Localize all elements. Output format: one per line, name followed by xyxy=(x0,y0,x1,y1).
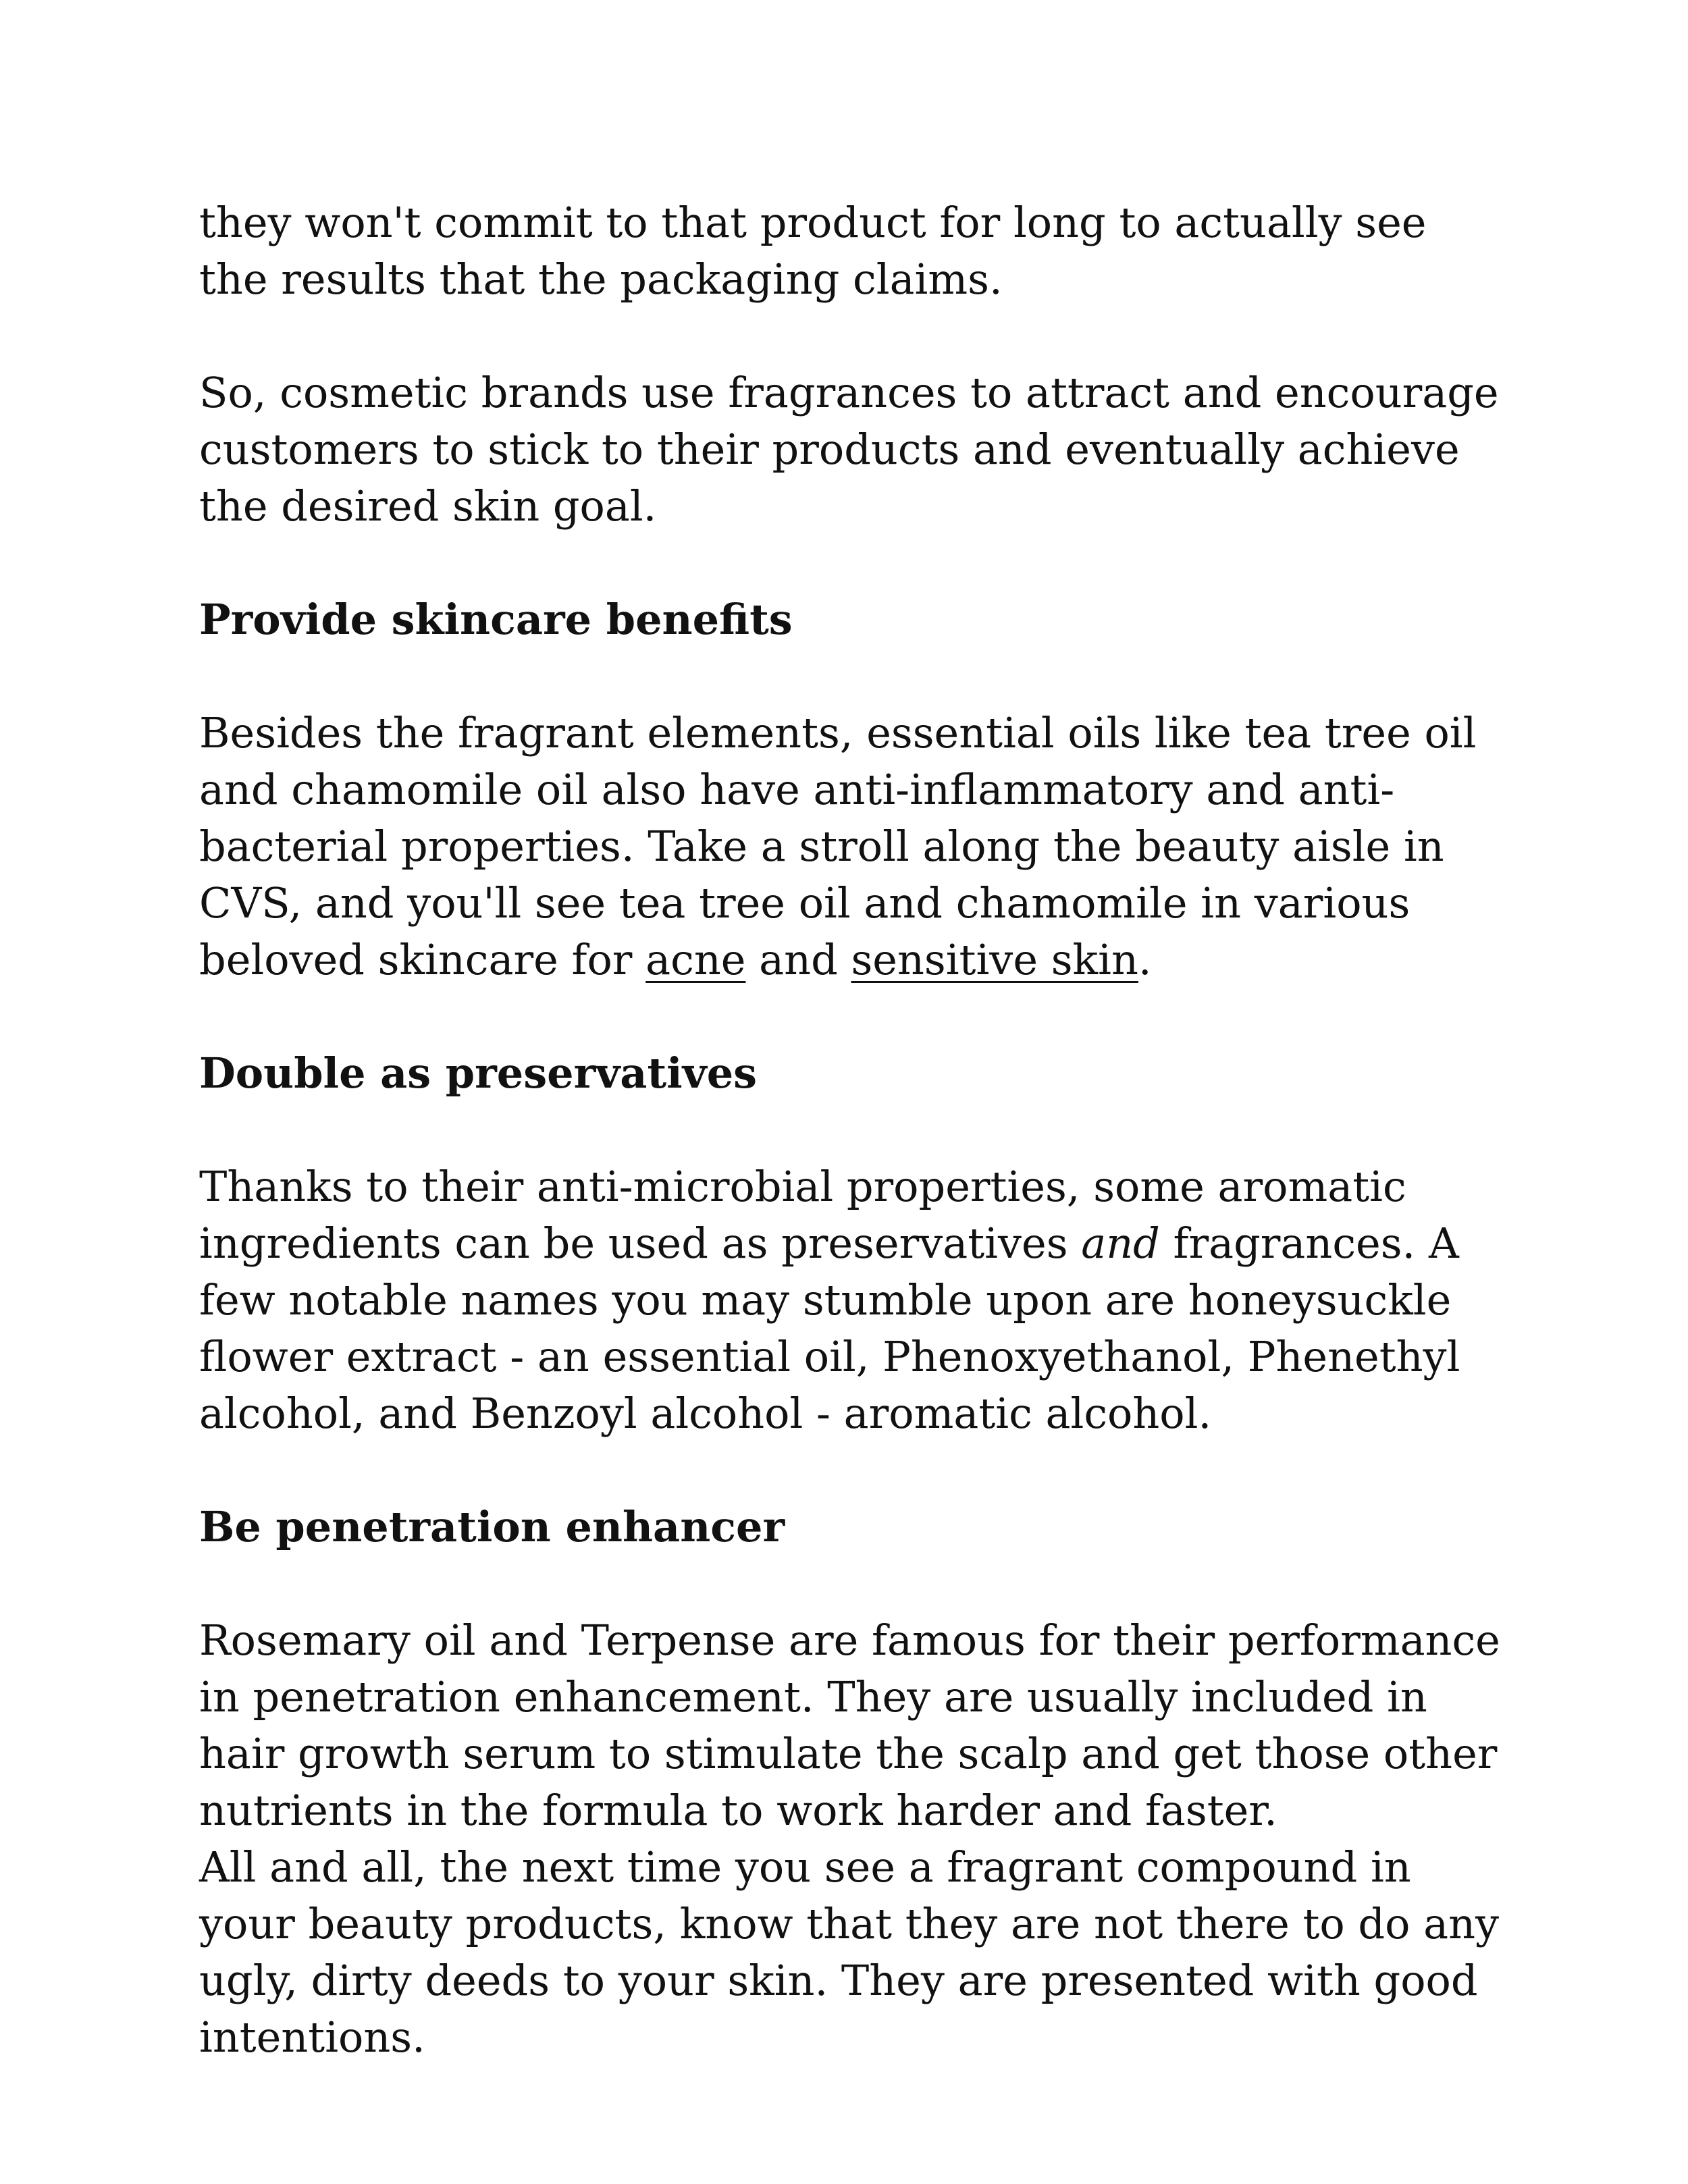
article-body xyxy=(199,194,1502,2066)
paragraph-essential-oils xyxy=(199,705,1502,988)
sensitive-skin-link[interactable]: sensitive skin xyxy=(851,935,1138,984)
paragraph-conclusion: All and all, the next time you see a fragrant compound in your beauty products, know that they are not there to do any ugly, dirty deeds to your skin. They are presented with good intentions. xyxy=(199,1842,1500,2062)
paragraph-preservatives xyxy=(199,1158,1502,1442)
heading-penetration-enhancer: Be penetration enhancer xyxy=(199,1502,785,1551)
preservatives-emphasis: and xyxy=(1081,1219,1160,1268)
essential-oils-period: . xyxy=(1138,935,1152,984)
paragraph-results-claims: they won't commit to that product for long to actually see the results that the packaging claims. xyxy=(199,198,1427,304)
paragraph-penetration: Rosemary oil and Terpense are famous for their performance in penetration enhancement. They are usually included in hair growth serum to stimulate the scalp and get those other nutrients in the formula to work harder and faster. xyxy=(199,1616,1500,1835)
preservatives-text-rest: fragrances. A few notable names you may stumble upon are honeysuckle flower extract - an essential oil, Phenoxyethanol, Phenethyl alcohol, and Benzoyl alcohol - aromatic alcohol. xyxy=(199,1219,1460,1438)
essential-oils-conjunction: and xyxy=(745,935,851,984)
paragraph-fragrance-purpose: So, cosmetic brands use fragrances to attract and encourage customers to stick to their products and eventually achieve the desired skin goal. xyxy=(199,368,1499,531)
heading-skincare-benefits: Provide skincare benefits xyxy=(199,595,793,644)
acne-link[interactable]: acne xyxy=(645,935,746,984)
heading-preservatives: Double as preservatives xyxy=(199,1048,758,1098)
preservatives-text: Thanks to their anti-microbial properties, some aromatic ingredients can be used as preservatives xyxy=(199,1162,1406,1268)
essential-oils-text: Besides the fragrant elements, essential oils like tea tree oil and chamomile oil also have anti-inflammatory and anti-bacterial properties. Take a stroll along the beauty aisle in CVS, and you'll see tea tree oil and chamomile in various beloved skincare for xyxy=(199,708,1477,984)
